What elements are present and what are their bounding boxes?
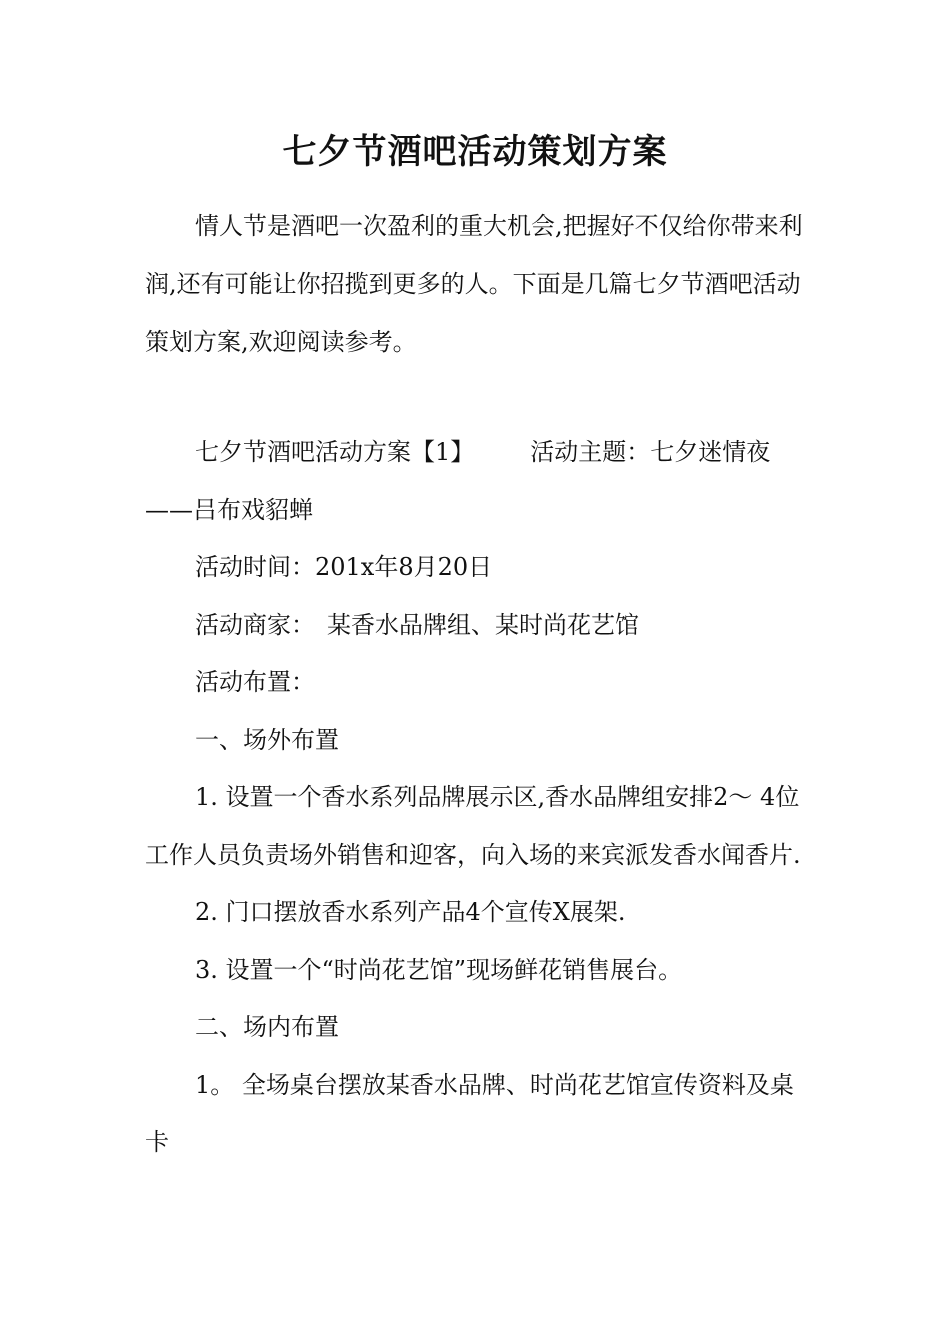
activity-time: 活动时间：201x年8月20日 [195, 553, 493, 581]
outdoor-item-3: 3. 设置一个“时尚花艺馆”现场鲜花销售展台。 [195, 955, 683, 984]
outdoor-item-1: 1. 设置一个香水系列品牌展示区,香水品牌组安排2～ 4位工作人员负责场外销售和迎客，向入场的来宾派发香水闻香片. [145, 783, 801, 869]
plan1-heading: 七夕节酒吧活动方案【1】 [195, 438, 475, 466]
document-title: 七夕节酒吧活动策划方案 [282, 132, 668, 172]
plan1-heading-paragraph [145, 424, 810, 539]
document-content [145, 424, 810, 1172]
indoor-item-1: 1。 全场桌台摆放某香水品牌、时尚花艺馆宣传资料及桌卡 [145, 1070, 794, 1156]
section-heading-indoor: 二、场内布置 [195, 1013, 339, 1041]
section-heading-outdoor: 一、场外布置 [195, 725, 339, 754]
plan1-theme: 活动主题：七夕迷情夜——吕布戏貂蝉 [145, 438, 771, 524]
activity-layout-label: 活动布置： [195, 668, 315, 696]
outdoor-item-2: 2. 门口摆放香水系列产品4个宣传X展架. [195, 898, 626, 926]
activity-merchants: 活动商家： 某香水品牌组、某时尚花艺馆 [195, 610, 639, 639]
intro-paragraph: 情人节是酒吧一次盈利的重大机会,把握好不仅给你带来利润,还有可能让你招揽到更多的人。下面是几篇七夕节酒吧活动策划方案,欢迎阅读参考。 [145, 212, 803, 356]
